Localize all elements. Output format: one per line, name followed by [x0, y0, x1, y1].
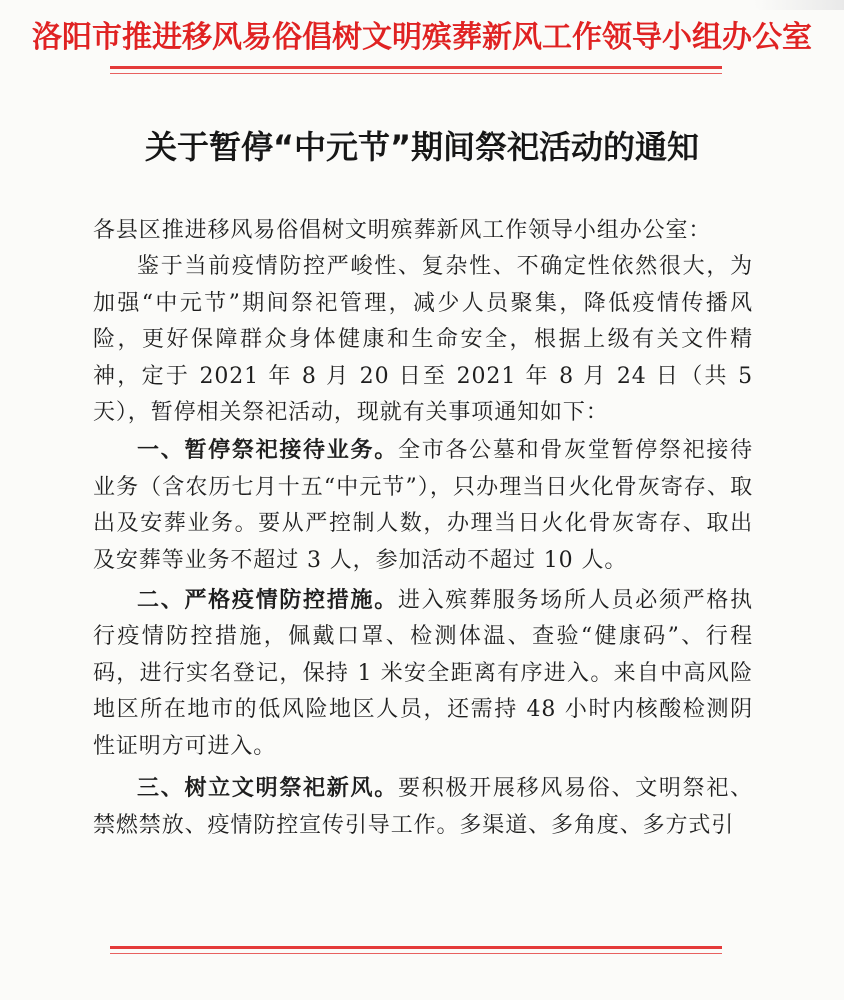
letterhead-rule-thick — [110, 66, 722, 69]
section-1-text: 全市各公墓和骨灰堂暂停祭祀接待业务（含农历七月十五“中元节”），只办理当日火化骨灰寄存、取出及安葬业务。要从严控制人数，办理当日火化骨灰寄存、取出及安葬等业务不超过 3 人，参加活动不超过 10 人。 — [93, 438, 753, 573]
document-title: 关于暂停“中元节”期间祭祀活动的通知 — [144, 128, 700, 166]
section-2-heading: 二、严格疫情防控措施。 — [137, 588, 398, 614]
addressee-line: 各县区推进移风易俗倡树文明殡葬新风工作领导小组办公室： — [93, 218, 712, 243]
organization-letterhead: 洛阳市推进移风易俗倡树文明殡葬新风工作领导小组办公室 — [32, 20, 812, 55]
document-body — [93, 213, 753, 844]
section-2-paragraph — [93, 583, 753, 765]
footer-rule-thick — [110, 946, 722, 949]
section-3-paragraph — [93, 771, 753, 844]
section-2-text: 进入殡葬服务场所人员必须严格执行疫情防控措施，佩戴口罩、检测体温、查验“健康码”、行程码，进行实名登记，保持 1 米安全距离有序进入。来自中高风险地区所在地市的低风险地区人员，还需持 48 小时内核酸检测阴性证明方可进入。 — [93, 588, 753, 759]
corner-shadow — [754, 0, 844, 10]
section-3-text: 要积极开展移风易俗、文明祭祀、禁燃禁放、疫情防控宣传引导工作。多渠道、多角度、多方式引 — [93, 776, 753, 838]
letterhead-rule-thin — [110, 73, 722, 74]
footer-rule-thin — [110, 953, 722, 954]
section-1-heading: 一、暂停祭祀接待业务。 — [137, 438, 398, 464]
intro-paragraph: 鉴于当前疫情防控严峻性、复杂性、不确定性依然很大，为加强“中元节”期间祭祀管理，减少人员聚集，降低疫情传播风险，更好保障群众身体健康和生命安全，根据上级有关文件精神，定于 2021 年 8 月 20 日至 2021 年 8 月 24 日（共 5 天），暂停相关祭祀活动，现就有关事项通知如下： — [93, 254, 753, 426]
section-3-heading: 三、树立文明祭祀新风。 — [137, 776, 398, 802]
section-1-paragraph — [93, 433, 753, 579]
